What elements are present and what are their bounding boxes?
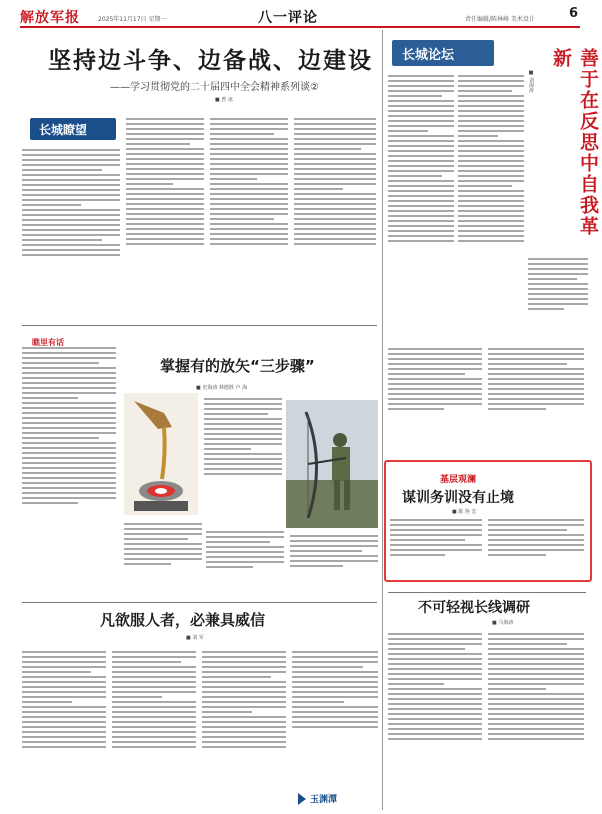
side-article-body-col5: [488, 345, 584, 453]
bottom-left-article-title: 凡欲服人者，必兼具威信: [100, 611, 266, 629]
header-date: 2025年11月17日 星期一: [98, 16, 167, 23]
main-article-body-col3: [210, 115, 288, 322]
middle-article-body-col4: [290, 532, 378, 598]
section-title: 八一评论: [258, 10, 318, 26]
section-rule-bottom: [22, 602, 377, 603]
grassroots-column-label: 基层观澜: [440, 475, 477, 485]
column-divider-right: [382, 30, 383, 810]
page-number: 6: [569, 6, 579, 21]
column-banner-luntan-label: 长城论坛: [402, 48, 455, 63]
header-rule: [20, 26, 580, 28]
section-rule-bottom-right: [388, 592, 586, 593]
bottom-right-body-col1: [388, 630, 482, 810]
section-rule-left-middle: [22, 325, 377, 326]
main-article-byline: ■ 曾 冰: [215, 97, 233, 103]
side-article-body-col4: [388, 345, 482, 453]
side-article-byline: ■ 刘海涛: [528, 70, 534, 93]
illustration-target: [124, 393, 198, 515]
kicker-article-body: [22, 344, 116, 598]
highlight-article-byline: ■ 陈 艳 宏: [452, 509, 477, 515]
column-banner-label: 长城瞭望: [39, 123, 88, 137]
header-editor-info: 责任编辑/陈林峰 美术设计: [465, 16, 535, 23]
side-article-body-col3: [528, 255, 588, 343]
bottom-right-article-title: 不可轻视长线调研: [418, 600, 530, 616]
main-article-body-col1: [22, 146, 120, 322]
footer-column-label: 玉渊潭: [310, 795, 338, 805]
main-article-body-col2: [126, 115, 204, 322]
middle-article-title: 掌握有的放矢“三步骤”: [160, 357, 315, 375]
bottom-left-body-col3: [202, 648, 286, 810]
main-article-subtitle: ——学习贯彻党的二十届四中全会精神系列谈②: [110, 82, 319, 93]
masthead-name: 解放军报: [20, 10, 80, 26]
side-article-body-col2: [458, 72, 524, 342]
side-article-body-col1: [388, 72, 454, 342]
main-article-title: 坚持边斗争、边备战、边建设: [48, 48, 373, 74]
bottom-left-body-col1: [22, 648, 106, 810]
grassroots-column-tag: [440, 467, 476, 486]
middle-article-body-col3: [206, 528, 284, 598]
main-article-body-col4: [294, 115, 376, 322]
highlight-article-body-col2: [488, 516, 584, 578]
highlight-article-body-col1: [390, 516, 482, 578]
side-article-title: 善于在反思中自我革新: [550, 48, 599, 237]
middle-article-body-col2: [124, 520, 202, 598]
column-banner-changcheng: [30, 118, 116, 140]
middle-article-byline: ■ 史海涛 林德胜 卢 海: [196, 385, 248, 391]
bottom-left-body-col4: [292, 648, 378, 778]
masthead-logo: [20, 7, 80, 27]
footer-column-arrow-icon: [298, 793, 306, 805]
bottom-left-body-col2: [112, 648, 196, 810]
middle-article-body-col1: [204, 395, 282, 525]
bottom-right-article-byline: ■ 马海涛: [492, 620, 514, 626]
bottom-left-article-byline: ■ 刘 军: [186, 635, 204, 641]
bottom-right-body-col2: [488, 630, 584, 810]
highlight-article-title: 谋训务训没有止境: [402, 490, 514, 506]
photo-archer-soldier: [286, 400, 378, 528]
column-banner-luntan: [392, 40, 494, 66]
kicker-column-label: 瞧里有话: [32, 338, 64, 347]
footer-column-tag: [298, 792, 337, 805]
